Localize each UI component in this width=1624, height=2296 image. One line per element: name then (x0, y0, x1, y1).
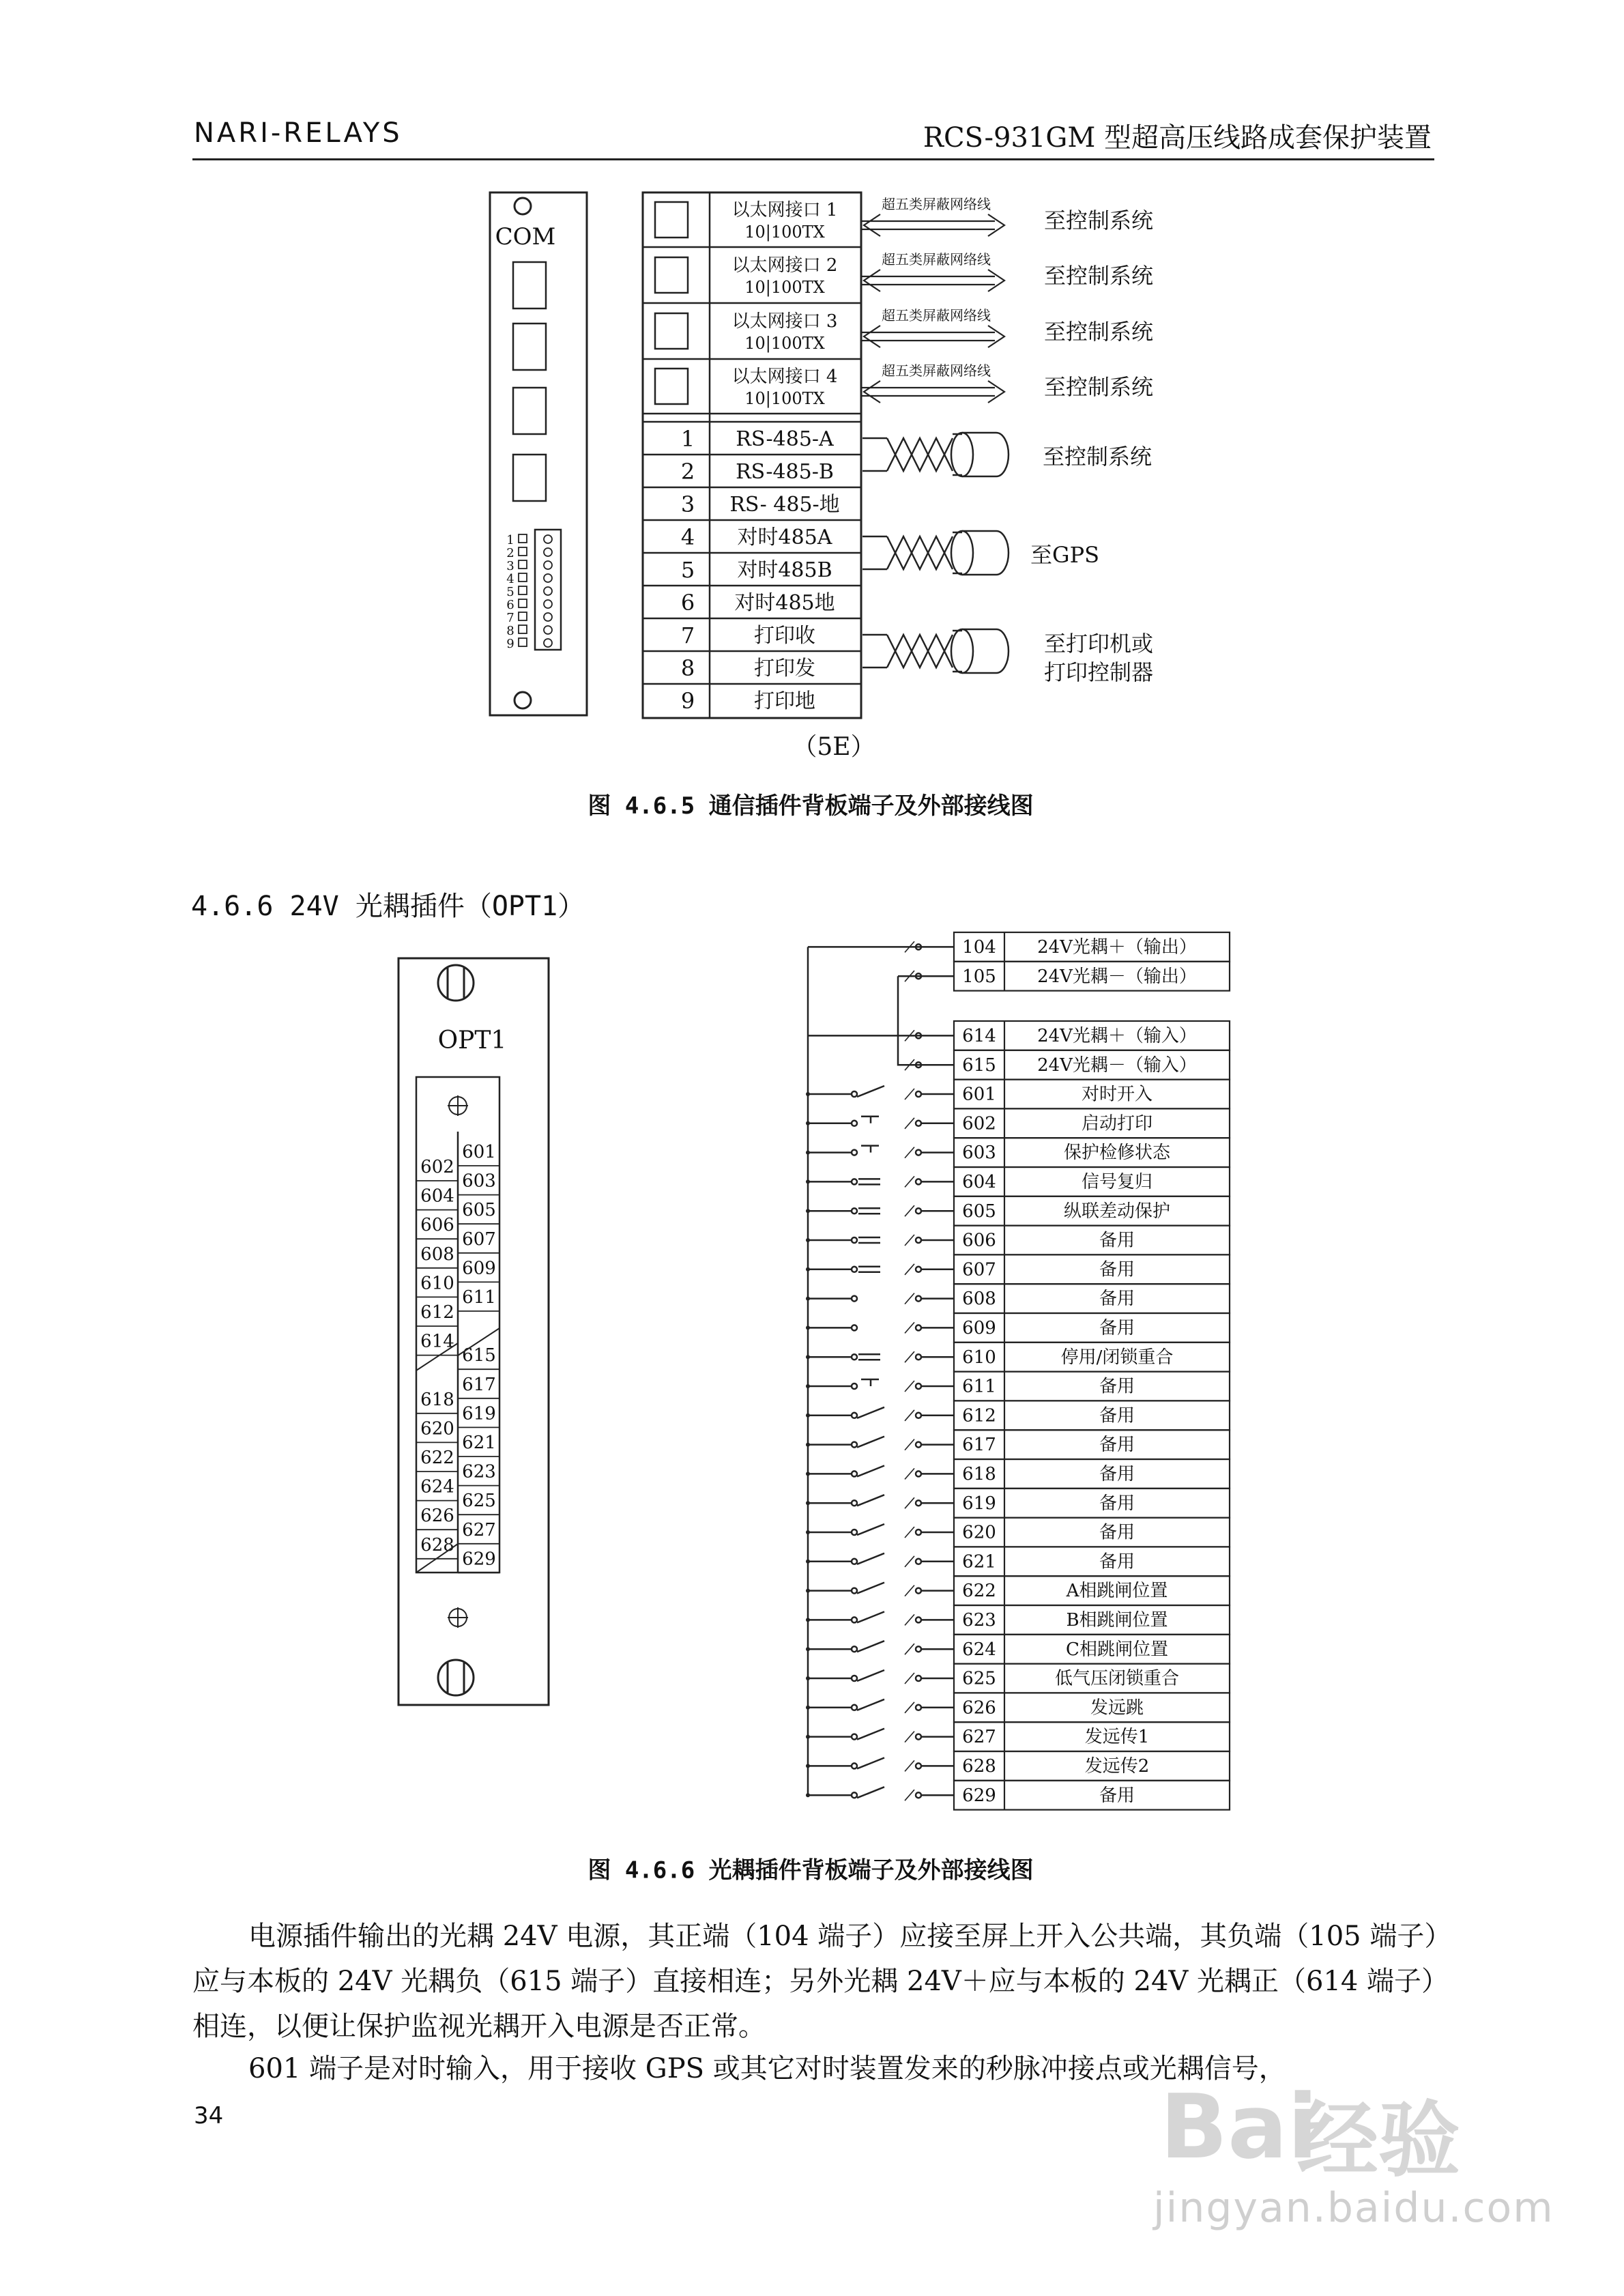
section-title: 4.6.6 24V 光耦插件（OPT1） (191, 891, 585, 922)
opt-terminal-number: 611 (962, 1376, 996, 1397)
eth-port-name: 以太网接口 4 (731, 367, 838, 387)
board-terminal-number: 623 (462, 1461, 496, 1482)
eth-port-name: 以太网接口 3 (731, 311, 838, 332)
opt-terminal-label: 对时开入 (1081, 1084, 1153, 1105)
board-terminal-number: 624 (420, 1476, 454, 1497)
terminal-number: 5 (680, 557, 695, 583)
opt-terminal-number: 605 (962, 1201, 996, 1222)
eth-port-speed: 10|100TX (744, 223, 825, 242)
opt-terminal-number: 624 (962, 1639, 996, 1660)
terminal-number: 2 (680, 459, 695, 485)
board-terminal-number: 603 (462, 1171, 496, 1192)
opt-terminal-number: 626 (962, 1697, 996, 1719)
eth-dest: 至控制系统 (1044, 319, 1154, 345)
pin-circle (544, 600, 552, 608)
opt-terminal-label: 备用 (1099, 1551, 1135, 1573)
opt-terminal-label: 发远传1 (1084, 1727, 1150, 1748)
terminal-number: 4 (680, 524, 695, 550)
opt-terminal-label: 24V光耦－（输出） (1037, 966, 1197, 987)
eth-port-socket (513, 388, 546, 434)
terminal-label: RS-485-B (736, 460, 834, 484)
board-terminal-number: 601 (462, 1142, 496, 1162)
opt1-board-label: OPT1 (437, 1027, 507, 1054)
opt-terminal-number: 620 (962, 1522, 996, 1543)
board-terminal-number: 614 (420, 1331, 454, 1352)
dest-print-1: 至打印机或 (1044, 631, 1154, 657)
pin-circle (544, 639, 552, 647)
opt-terminal-label: 备用 (1099, 1435, 1135, 1456)
figure-caption-4-6-6: 图 4.6.6 光耦插件背板端子及外部接线图 (588, 1856, 1034, 1884)
board-terminal-number: 604 (420, 1186, 454, 1207)
opt-terminal-number: 617 (962, 1435, 996, 1456)
opt-terminal-number: 105 (962, 966, 996, 987)
opt-terminal-number: 607 (962, 1259, 996, 1280)
figure-4-6-6 (0, 915, 1624, 1897)
pin-circle (544, 587, 552, 595)
pin-circle (544, 561, 552, 569)
eth-port-socket (513, 455, 546, 501)
eth-port-socket (513, 262, 546, 308)
pin-circle (544, 626, 552, 634)
opt-terminal-label: 备用 (1099, 1463, 1135, 1484)
dest-print-2: 打印控制器 (1044, 659, 1154, 685)
eth-port-socket (655, 369, 688, 404)
com-board-panel (490, 192, 587, 715)
opt-terminal-label: 备用 (1099, 1785, 1135, 1806)
opt-terminal-number: 609 (962, 1317, 996, 1338)
double-arrow-icon (861, 270, 1004, 291)
paragraph-2: 601 端子是对时输入，用于接收 GPS 或其它对时装置发来的秒脉冲接点或光耦信号， (248, 2053, 1286, 2084)
opt-terminal-number: 602 (962, 1113, 996, 1134)
opt-terminal-number: 622 (962, 1581, 996, 1602)
pin-square (519, 599, 527, 607)
pin-circle (544, 613, 552, 621)
pin-number: 2 (506, 546, 514, 560)
terminal-label: RS-485-A (736, 427, 834, 451)
opt-terminal-number: 104 (962, 936, 996, 958)
eth-port-speed: 10|100TX (744, 389, 825, 408)
eth-port-name: 以太网接口 2 (731, 255, 838, 276)
opt-terminal-number: 621 (962, 1551, 996, 1573)
pin-number: 3 (506, 559, 514, 573)
opt-terminal-label: 24V光耦－（输入） (1037, 1054, 1197, 1076)
board-terminal-number: 612 (420, 1302, 454, 1323)
opt-terminal-label: 备用 (1099, 1405, 1135, 1426)
board-terminal-number: 629 (462, 1549, 496, 1570)
opt-terminal-label: C相跳闸位置 (1066, 1639, 1168, 1660)
eth-dest: 至控制系统 (1044, 263, 1154, 289)
double-arrow-icon (861, 381, 1004, 403)
opt-terminal-number: 628 (962, 1755, 996, 1777)
terminal-number: 6 (680, 590, 695, 616)
pin-square (519, 547, 527, 556)
page-number: 34 (194, 2102, 224, 2129)
opt-terminal-label: 备用 (1099, 1376, 1135, 1397)
opt-terminal-label: 备用 (1099, 1289, 1135, 1310)
opt-terminal-number: 629 (962, 1785, 996, 1806)
header-right: RCS-931GM 型超高压线路成套保护装置 (923, 122, 1432, 154)
board-terminal-number: 628 (420, 1534, 454, 1555)
screw-icon (438, 1660, 474, 1695)
opt-terminal-number: 610 (962, 1347, 996, 1368)
terminal-label: 打印收 (754, 624, 815, 648)
board-terminal-number: 608 (420, 1244, 454, 1265)
screw-icon (514, 198, 531, 214)
opt-terminal-label: 24V光耦＋（输入） (1037, 1025, 1197, 1046)
board-terminal-number: 607 (462, 1229, 496, 1250)
opt-terminal-number: 618 (962, 1463, 996, 1484)
board-terminal-number: 605 (462, 1200, 496, 1221)
dest-rs485: 至控制系统 (1043, 444, 1152, 470)
eth-dest: 至控制系统 (1044, 207, 1154, 233)
terminal-label: 打印地 (754, 689, 815, 713)
opt-terminal-number: 603 (962, 1143, 996, 1164)
opt-terminal-label: A相跳闸位置 (1066, 1581, 1168, 1602)
eth-port-name: 以太网接口 1 (731, 200, 838, 220)
eth-cable-label: 超五类屏蔽网络线 (882, 307, 991, 324)
opt-terminal-label: 备用 (1099, 1522, 1135, 1543)
board-terminal-number: 606 (420, 1215, 454, 1236)
terminal-number: 1 (680, 426, 695, 452)
opt-terminal-number: 625 (962, 1668, 996, 1689)
pin-number: 9 (506, 637, 514, 651)
opt-terminal-label: 24V光耦＋（输出） (1037, 936, 1197, 958)
paragraph-1: 电源插件输出的光耦 24V 电源，其正端（104 端子）应接至屏上开入公共端，其负端（105 端子）应与本板的 24V 光耦负（615 端子）直接相连；另外光耦 24V＋应与本板的 24V 光耦正（614 端子）相连，以便让保护监视光耦开入电源是否正常。 (192, 1921, 1438, 2042)
header-left: NARI-RELAYS (194, 117, 403, 149)
pin-circle (544, 548, 552, 556)
opt-terminal-number: 615 (962, 1054, 996, 1076)
pin-square (519, 638, 527, 646)
terminal-label: 打印发 (754, 657, 815, 680)
board-terminal-number: 627 (462, 1519, 496, 1540)
terminal-number: 9 (680, 688, 695, 714)
opt-terminal-number: 623 (962, 1609, 996, 1631)
pin-number: 1 (506, 533, 514, 547)
watermark-brand: Bai (1160, 2075, 1318, 2179)
board-terminal-number: 625 (462, 1491, 496, 1512)
com-board-label: COM (495, 223, 556, 250)
opt-terminal-number: 614 (962, 1025, 996, 1046)
pin-circle (544, 574, 552, 582)
board-terminal-number: 602 (420, 1157, 454, 1177)
opt-terminal-label: 发远传2 (1084, 1755, 1150, 1777)
pin-number: 8 (506, 624, 514, 638)
watermark-url: jingyan.baidu.com (1153, 2184, 1554, 2232)
board-terminal-number: 619 (462, 1403, 496, 1424)
terminal-label: 对时485地 (734, 591, 835, 615)
opt-terminal-label: 备用 (1099, 1259, 1135, 1280)
board-terminal-number: 610 (420, 1273, 454, 1294)
opt-terminal-label: 纵联差动保护 (1063, 1201, 1171, 1222)
figure-4-6-5 (0, 0, 1624, 846)
terminal-label: 对时485B (737, 558, 832, 582)
pin-number: 7 (506, 611, 514, 625)
opt-terminal-number: 608 (962, 1289, 996, 1310)
opt-terminal-label: 保护检修状态 (1063, 1143, 1171, 1164)
opt-terminal-label: 备用 (1099, 1230, 1135, 1251)
opt-terminal-number: 604 (962, 1171, 996, 1192)
eth-cable-label: 超五类屏蔽网络线 (882, 362, 991, 379)
opt-terminal-label: 备用 (1099, 1493, 1135, 1514)
eth-cable-label: 超五类屏蔽网络线 (882, 251, 991, 268)
opt-terminal-label: 信号复归 (1081, 1171, 1153, 1192)
opt-terminal-number: 601 (962, 1084, 996, 1105)
watermark-brand-cn: 经验 (1296, 2093, 1460, 2188)
pin-square (519, 586, 527, 594)
pin-square (519, 573, 527, 582)
terminal-number: 8 (680, 655, 695, 681)
figure-caption-4-6-5: 图 4.6.5 通信插件背板端子及外部接线图 (588, 792, 1034, 820)
pin-square (519, 625, 527, 633)
opt-terminal-label: 停用/闭锁重合 (1060, 1347, 1174, 1368)
pin-square (519, 612, 527, 620)
twisted-pair-cables (862, 433, 1009, 673)
board-terminal-number: 626 (420, 1506, 454, 1527)
eth-port-speed: 10|100TX (744, 278, 825, 297)
board-terminal-number: 615 (462, 1345, 496, 1366)
sub-label-5e: （5E） (792, 733, 875, 761)
opt-terminal-label: B相跳闸位置 (1066, 1609, 1168, 1631)
pin-square (519, 560, 527, 569)
pin-number: 6 (506, 598, 514, 612)
board-terminal-number: 621 (462, 1433, 496, 1453)
terminal-label: 对时485A (737, 526, 832, 549)
eth-port-socket (655, 257, 688, 293)
board-terminal-number: 617 (462, 1374, 496, 1395)
board-terminal-number: 611 (462, 1287, 496, 1308)
opt-terminal-label: 发远跳 (1090, 1697, 1144, 1719)
terminal-number: 7 (680, 622, 695, 648)
pin-circle (544, 535, 552, 543)
opt-terminal-number: 627 (962, 1727, 996, 1748)
board-terminal-number: 618 (420, 1389, 454, 1410)
eth-port-socket (655, 313, 688, 349)
eth-dest: 至控制系统 (1044, 374, 1154, 400)
opt-terminal-label: 启动打印 (1081, 1113, 1153, 1134)
opt-terminal-number: 619 (962, 1493, 996, 1514)
opt-terminal-label: 备用 (1099, 1317, 1135, 1338)
pin-number: 5 (506, 585, 514, 599)
terminal-label: RS- 485-地 (729, 493, 840, 517)
double-arrow-icon (861, 326, 1004, 347)
board-terminal-number: 609 (462, 1258, 496, 1279)
opt-terminal-number: 612 (962, 1405, 996, 1426)
eth-port-socket (513, 324, 546, 370)
board-terminal-number: 620 (420, 1418, 454, 1439)
eth-port-socket (655, 202, 688, 238)
board-terminal-number: 622 (420, 1448, 454, 1468)
screw-icon (438, 965, 474, 1001)
opt-terminal-label: 低气压闭锁重合 (1054, 1668, 1180, 1689)
pin-square (519, 534, 527, 543)
double-arrow-icon (861, 214, 1004, 236)
dest-gps: 至GPS (1030, 542, 1100, 568)
eth-cable-label: 超五类屏蔽网络线 (882, 196, 991, 212)
terminal-number: 3 (680, 491, 695, 517)
eth-port-speed: 10|100TX (744, 334, 825, 353)
opt-terminal-number: 606 (962, 1230, 996, 1251)
screw-icon (514, 692, 531, 708)
pin-number: 4 (506, 572, 514, 586)
